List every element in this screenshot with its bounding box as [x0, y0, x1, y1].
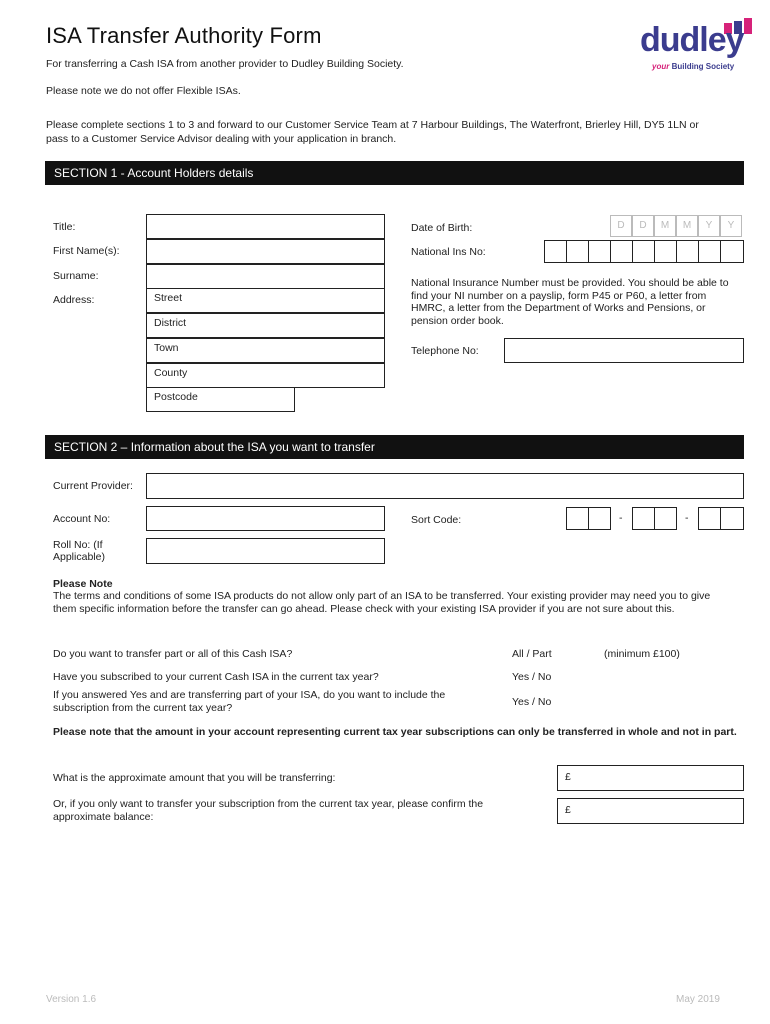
address-postcode-input[interactable] [146, 387, 295, 412]
roll-label: Roll No: (If Applicable) [53, 539, 105, 563]
subscription-currency: £ [565, 804, 571, 816]
dob-day-1[interactable]: D [610, 215, 632, 237]
please-note-heading: Please Note [53, 578, 113, 590]
ni-cell[interactable] [632, 240, 655, 263]
q3-options[interactable]: Yes / No [512, 696, 552, 708]
sort-code-cell[interactable] [720, 507, 744, 530]
amount-label: What is the approximate amount that you will be transferring: [53, 772, 336, 784]
flexible-note: Please note we do not offer Flexible ISAs. [46, 85, 241, 97]
provider-label: Current Provider: [53, 480, 133, 492]
q1-minimum: (minimum £100) [604, 648, 680, 660]
ni-cell[interactable] [544, 240, 567, 263]
ni-cell[interactable] [654, 240, 677, 263]
surname-input[interactable] [146, 264, 385, 289]
surname-label: Surname: [53, 270, 99, 282]
dob-day-2[interactable]: D [632, 215, 654, 237]
sort-code-separator: - [685, 512, 689, 524]
subscription-amount-input[interactable] [557, 798, 744, 824]
dob-year-2[interactable]: Y [720, 215, 742, 237]
q1-options[interactable]: All / Part [512, 648, 552, 660]
dob-year-1[interactable]: Y [698, 215, 720, 237]
please-note-text: The terms and conditions of some ISA products do not allow only part of an ISA to be transferred. Your existing provider may need you to give them specific information before the transfer can go ahead. Please check with your existing ISA provider if you are not sure about this. [53, 590, 711, 615]
footer-version: Version 1.6 [46, 994, 97, 1005]
postcode-placeholder: Postcode [154, 391, 198, 403]
footer-date: May 2019 [676, 994, 720, 1005]
first-name-input[interactable] [146, 239, 385, 264]
title-label: Title: [53, 221, 76, 233]
amount-input[interactable] [557, 765, 744, 791]
telephone-input[interactable] [504, 338, 744, 363]
logo-tagline: your Building Society [652, 62, 735, 71]
ni-cell[interactable] [566, 240, 589, 263]
subscription-label: Or, if you only want to transfer your subscription from the current tax year, please confirm the approximate balance: [53, 798, 484, 823]
instructions-text: Please complete sections 1 to 3 and forward to our Customer Service Team at 7 Harbour Buildings, The Waterfront, Brierley Hill, DY5 1LN or pass to a Customer Service Advisor dealing with your application in branch. [46, 119, 699, 145]
q2-text: Have you subscribed to your current Cash ISA in the current tax year? [53, 671, 379, 683]
ni-cell[interactable] [610, 240, 633, 263]
ni-cell[interactable] [588, 240, 611, 263]
sort-code-cell[interactable] [654, 507, 677, 530]
q3-text: If you answered Yes and are transferring part of your ISA, do you want to include the subscription from the current tax year? [53, 689, 446, 714]
section-1-heading: SECTION 1 - Account Holders details [45, 161, 744, 185]
address-street-input[interactable] [146, 288, 385, 313]
section-2-heading: SECTION 2 – Information about the ISA you want to transfer [45, 435, 744, 459]
sort-code-cell[interactable] [588, 507, 611, 530]
dudley-logo [640, 14, 755, 76]
street-placeholder: Street [154, 292, 183, 304]
dob-label: Date of Birth: [411, 222, 473, 234]
amount-currency: £ [565, 771, 571, 783]
town-placeholder: Town [154, 342, 179, 354]
telephone-label: Telephone No: [411, 345, 479, 357]
ni-label: National Ins No: [411, 246, 486, 258]
page-title: ISA Transfer Authority Form [46, 23, 322, 48]
current-provider-input[interactable] [146, 473, 744, 499]
ni-note: National Insurance Number must be provided. You should be able to find your NI number on a payslip, form P45 or P60, a letter from HMRC, a letter from the Department of Works and Pensions, or pension order book. [411, 277, 729, 327]
roll-number-input[interactable] [146, 538, 385, 564]
ni-cell[interactable] [676, 240, 699, 263]
ni-cell[interactable] [698, 240, 721, 263]
address-town-input[interactable] [146, 338, 385, 363]
county-placeholder: County [154, 367, 188, 379]
sort-code-cell[interactable] [566, 507, 589, 530]
intro-text: For transferring a Cash ISA from another provider to Dudley Building Society. [46, 58, 404, 70]
sort-code-label: Sort Code: [411, 514, 462, 526]
account-number-input[interactable] [146, 506, 385, 531]
sort-code-separator: - [619, 512, 623, 524]
q1-text: Do you want to transfer part or all of this Cash ISA? [53, 648, 293, 660]
title-input[interactable] [146, 214, 385, 239]
district-placeholder: District [154, 317, 187, 329]
bold-note: Please note that the amount in your account representing current tax year subscriptions can only be transferred in whole and not in part. [53, 726, 737, 738]
dob-month-1[interactable]: M [654, 215, 676, 237]
address-district-input[interactable] [146, 313, 385, 338]
first-name-label: First Name(s): [53, 245, 120, 257]
sort-code-cell[interactable] [698, 507, 721, 530]
address-county-input[interactable] [146, 363, 385, 388]
sort-code-cell[interactable] [632, 507, 655, 530]
q2-options[interactable]: Yes / No [512, 671, 552, 683]
dob-month-2[interactable]: M [676, 215, 698, 237]
address-label: Address: [53, 294, 95, 306]
ni-cell[interactable] [720, 240, 744, 263]
account-label: Account No: [53, 513, 111, 525]
logo-wordmark: dudley [640, 21, 744, 59]
